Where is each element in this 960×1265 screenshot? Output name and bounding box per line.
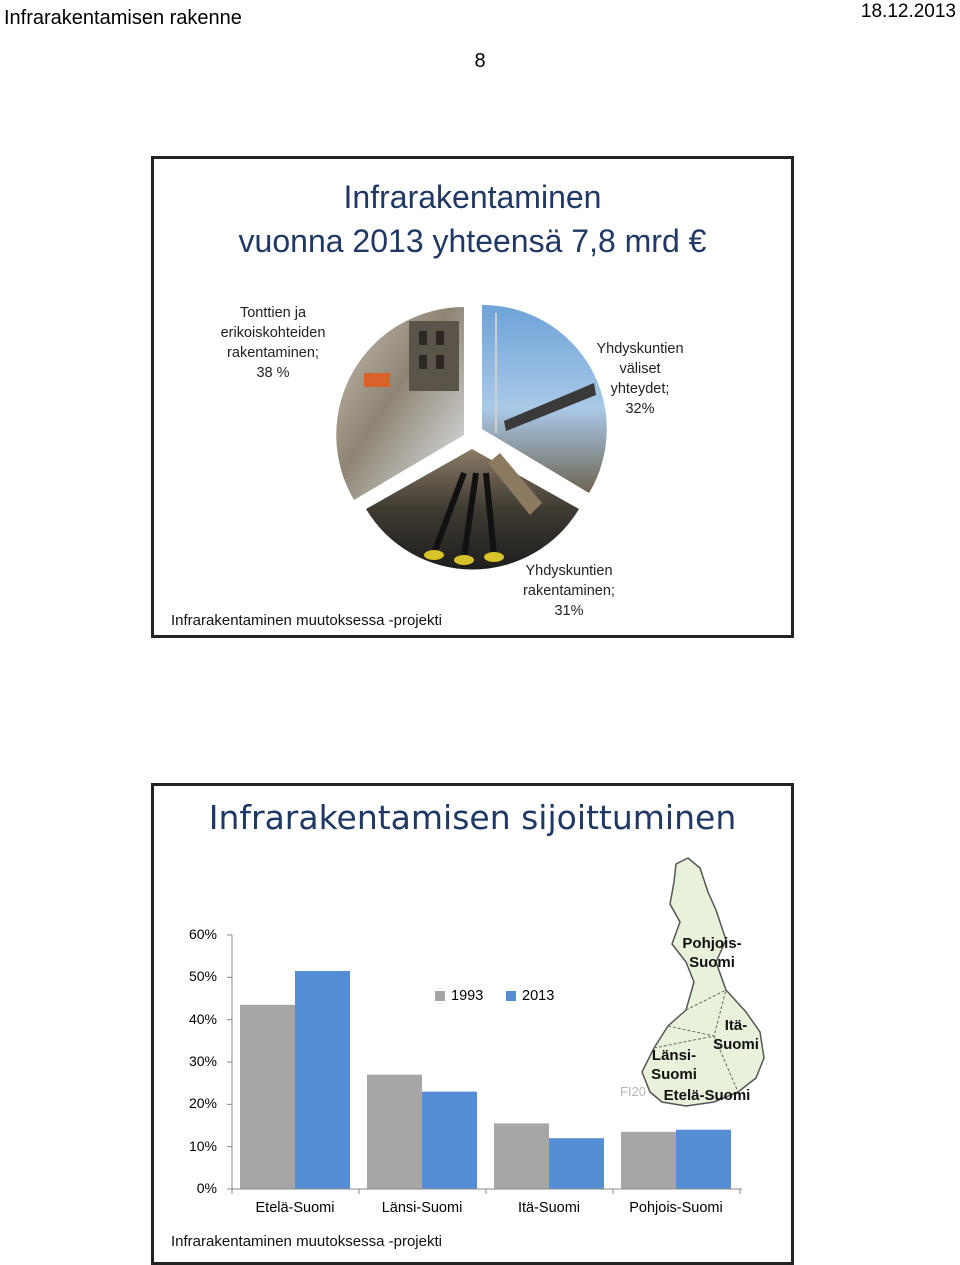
page-number: 8 — [474, 50, 486, 72]
slide-pie-chart — [151, 156, 794, 638]
label-tonttien: Tonttien ja erikoiskohteiden rakentaminen; 38 % — [220, 305, 326, 381]
legend-item-2013 — [506, 988, 554, 1004]
legend-label-1993: 1993 — [451, 988, 484, 1004]
x-category-label: Itä-Suomi — [517, 1200, 581, 1216]
bar-2013-Pohjois-Suomi — [676, 1130, 731, 1189]
y-tick-label: 0% — [196, 1180, 217, 1196]
document-date: 18.12.2013 — [860, 1, 956, 22]
bar-2013-Etelä-Suomi — [295, 971, 350, 1189]
y-tick-label: 10% — [188, 1138, 217, 1154]
legend-swatch-1993 — [435, 991, 445, 1001]
legend-swatch-2013 — [506, 991, 516, 1001]
document-title: Infrarakentamisen rakenne — [4, 7, 242, 29]
map-label-pohjois: Pohjois- Suomi — [682, 935, 742, 971]
bar-chart-plot — [154, 786, 791, 1262]
slide1-title-line1: Infrarakentaminen — [343, 179, 602, 215]
label-valiset: Yhdyskuntien väliset yhteydet; 32% — [596, 341, 684, 417]
slide2-title: Infrarakentamisen sijoittuminen — [208, 798, 737, 837]
slide-bar-chart — [151, 783, 794, 1265]
label-yhdyskuntien: Yhdyskuntien rakentaminen; 31% — [523, 563, 615, 619]
map-label-lansi: Länsi- Suomi — [651, 1047, 697, 1083]
x-category-label: Pohjois-Suomi — [629, 1200, 723, 1216]
y-tick-label: 20% — [188, 1095, 217, 1111]
bar-1993-Itä-Suomi — [494, 1123, 549, 1189]
x-category-label: Etelä-Suomi — [255, 1200, 335, 1216]
map-label-etela: Etelä-Suomi — [663, 1087, 751, 1104]
slide2-footer: Infrarakentaminen muutoksessa -projekti — [171, 1233, 442, 1250]
slide1-footer: Infrarakentaminen muutoksessa -projekti — [171, 612, 442, 629]
map-code-label: FI20 — [620, 1084, 647, 1099]
bar-1993-Etelä-Suomi — [240, 1005, 295, 1189]
bar-2013-Länsi-Suomi — [422, 1092, 477, 1189]
bar-1993-Pohjois-Suomi — [621, 1132, 676, 1189]
y-tick-label: 50% — [188, 968, 217, 984]
y-tick-label: 30% — [188, 1053, 217, 1069]
legend-item-1993 — [435, 988, 483, 1004]
bar-group — [227, 935, 740, 1194]
legend-label-2013: 2013 — [522, 988, 555, 1004]
slide1-title-line2: vuonna 2013 yhteensä 7,8 mrd € — [238, 223, 707, 259]
y-tick-label: 60% — [188, 926, 217, 942]
x-category-label: Länsi-Suomi — [381, 1200, 463, 1216]
bar-1993-Länsi-Suomi — [367, 1075, 422, 1189]
bar-2013-Itä-Suomi — [549, 1138, 604, 1189]
y-tick-label: 40% — [188, 1011, 217, 1027]
map-label-ita: Itä- Suomi — [713, 1017, 759, 1053]
